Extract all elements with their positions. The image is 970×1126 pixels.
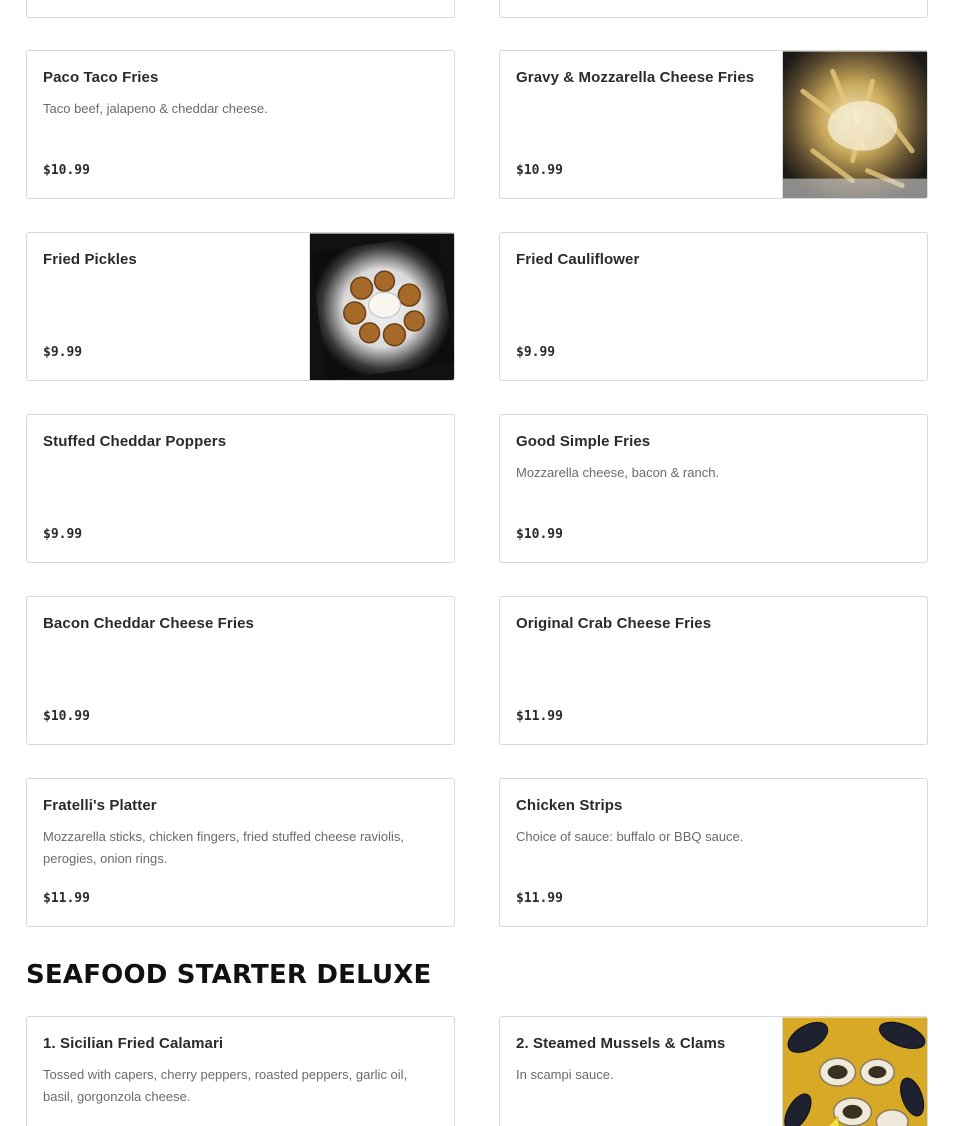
menu-item-photo	[782, 51, 927, 199]
menu-item-name: Gravy & Mozzarella Cheese Fries	[516, 69, 755, 86]
menu-item-photo	[782, 1017, 927, 1126]
menu-item-description: Taco beef, jalapeno & cheddar cheese.	[43, 101, 268, 116]
menu-item-price: $9.99	[43, 527, 83, 542]
menu-item-description: Tossed with capers, cherry peppers, roasted peppers, garlic oil, basil, gorgonzola cheese.	[43, 1067, 408, 1104]
menu-item-name: Fried Pickles	[43, 251, 137, 268]
menu-item-price: $11.99	[516, 891, 563, 906]
menu-item-card[interactable]	[26, 50, 455, 199]
menu-item-card[interactable]	[499, 1016, 928, 1126]
menu-item-price: $10.99	[516, 163, 563, 178]
menu-item-card[interactable]	[26, 414, 455, 563]
menu-item-name: Bacon Cheddar Cheese Fries	[43, 615, 255, 632]
menu-item-card[interactable]	[26, 232, 455, 381]
menu-item-card[interactable]	[26, 1016, 455, 1126]
menu-item-card-partial[interactable]	[26, 0, 455, 18]
menu-item-name: 2. Steamed Mussels & Clams	[516, 1035, 726, 1052]
menu-item-description: In scampi sauce.	[516, 1067, 614, 1082]
menu-item-price: $10.99	[516, 527, 563, 542]
menu-item-name: Fratelli's Platter	[43, 797, 157, 814]
menu-item-price: $9.99	[43, 345, 83, 360]
menu-item-name: Original Crab Cheese Fries	[516, 615, 712, 632]
menu-item-description: Choice of sauce: buffalo or BBQ sauce.	[516, 829, 744, 844]
menu-item-card[interactable]	[499, 414, 928, 563]
menu-item-name: Fried Cauliflower	[516, 251, 640, 268]
menu-item-price: $10.99	[43, 163, 90, 178]
menu-item-card[interactable]	[499, 232, 928, 381]
menu-item-description: Mozzarella sticks, chicken fingers, fried stuffed cheese raviolis, perogies, onion rings.	[43, 829, 405, 866]
menu-item-price: $11.99	[43, 891, 90, 906]
menu-item-photo	[309, 233, 454, 381]
menu-item-card[interactable]	[499, 50, 928, 199]
menu-item-card[interactable]	[499, 778, 928, 927]
menu-item-card[interactable]	[26, 778, 455, 927]
menu-item-price: $10.99	[43, 709, 90, 724]
menu-item-name: 1. Sicilian Fried Calamari	[43, 1035, 224, 1052]
menu-item-card[interactable]	[26, 596, 455, 745]
menu-item-name: Paco Taco Fries	[43, 69, 159, 86]
menu-item-price: $9.99	[516, 345, 556, 360]
menu-item-description: Mozzarella cheese, bacon & ranch.	[516, 465, 720, 480]
menu-item-name: Good Simple Fries	[516, 433, 651, 450]
menu-item-card[interactable]	[499, 596, 928, 745]
section-title: SEAFOOD STARTER DELUXE	[26, 960, 432, 990]
menu-item-name: Stuffed Cheddar Poppers	[43, 433, 227, 450]
menu-item-price: $11.99	[516, 709, 563, 724]
menu-item-card-partial[interactable]	[499, 0, 928, 18]
menu-item-name: Chicken Strips	[516, 797, 623, 814]
